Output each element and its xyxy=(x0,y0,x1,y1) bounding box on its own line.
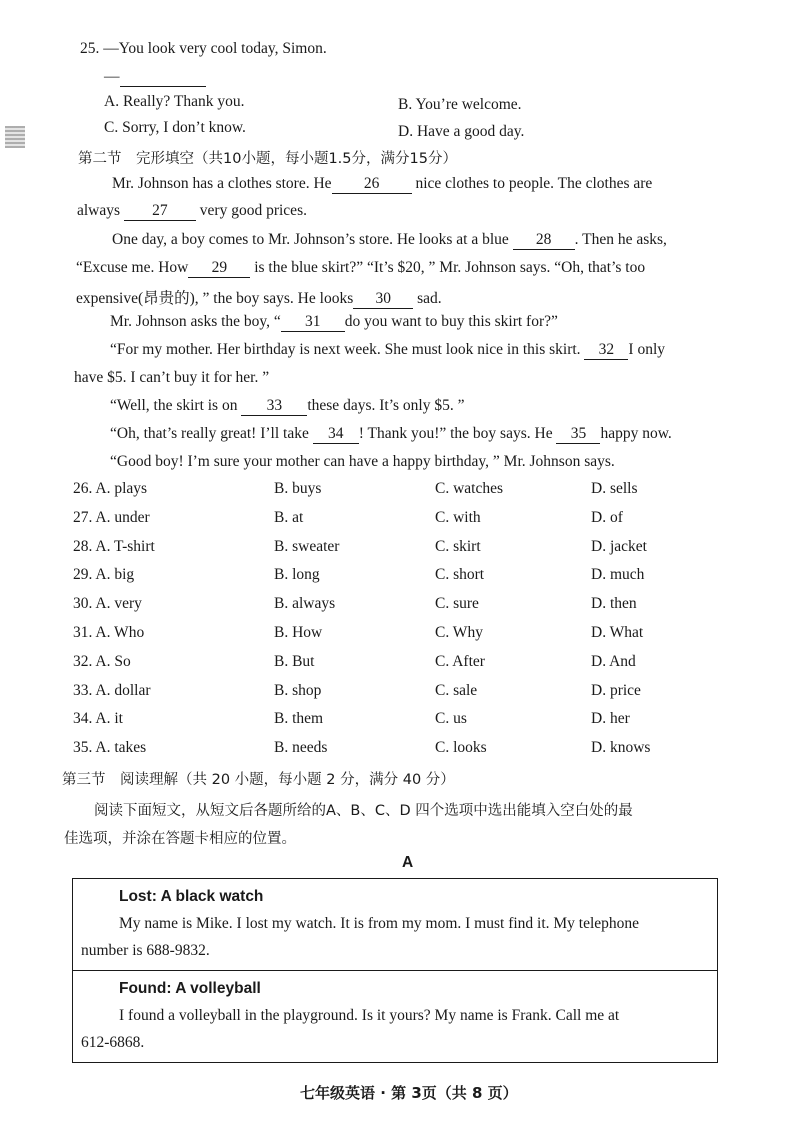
cloze-option-35-num: 35. A. takes xyxy=(73,739,147,757)
lost-notice xyxy=(73,879,717,970)
cloze-option-28-d: D. jacket xyxy=(591,537,647,555)
cloze-option-33-num: 33. A. dollar xyxy=(73,681,151,699)
cloze-option-34-d: D. her xyxy=(591,710,630,728)
passage-line-8: have $5. I can’t buy it for her. ” xyxy=(74,369,270,386)
section2-title: 第二节 完形填空（共10小题，每小题1.5分，满分15分） xyxy=(78,151,457,167)
passage-line-6: Mr. Johnson asks the boy, “ 31 do you want to buy this skirt for?” xyxy=(110,313,558,330)
passage-line-11: “Good boy! I’m sure your mother can have a happy birthday, ” Mr. Johnson says. xyxy=(110,453,615,470)
page-footer: 七年级英语 · 第 3页（共 8 页） xyxy=(300,1084,518,1102)
cloze-option-34-num: 34. A. it xyxy=(73,710,123,728)
lost-line-2: number is 688-9832. xyxy=(81,942,210,959)
cloze-option-30-c: C. sure xyxy=(435,595,479,613)
blank-26: 26 xyxy=(332,175,412,194)
q25-option-b: B. You’re welcome. xyxy=(398,96,522,113)
blank-34: 34 xyxy=(313,425,359,444)
cloze-option-30-d: D. then xyxy=(591,595,637,613)
section3-instruction-2: 佳选项，并涂在答题卡相应的位置。 xyxy=(64,831,296,847)
cloze-option-27-b: B. at xyxy=(274,508,304,526)
cloze-option-35-d: D. knows xyxy=(591,739,651,757)
cloze-option-31-num: 31. A. Who xyxy=(73,624,145,641)
found-notice xyxy=(73,970,717,1062)
cloze-option-29-b: B. long xyxy=(274,566,320,584)
passage-line-2: always 27 very good prices. xyxy=(77,202,307,219)
passage-line-4: “Excuse me. How 29 is the blue skirt?” “It’s $20, ” Mr. Johnson says. “Oh, that’s too xyxy=(76,259,646,276)
cloze-option-30-b: B. always xyxy=(274,595,336,613)
cloze-option-29-c: C. short xyxy=(435,566,485,584)
cloze-option-31-d: D. What xyxy=(591,624,644,641)
blank-31: 31 xyxy=(281,313,345,332)
passage-line-9: “Well, the skirt is on 33 these days. It’s only $5. ” xyxy=(110,397,465,414)
cloze-option-32-num: 32. A. So xyxy=(73,652,131,670)
q25-answer-line: — xyxy=(104,68,206,87)
passage-line-10: “Oh, that’s really great! I’ll take 34 ! Thank you!” the boy says. He 35 happy now. xyxy=(110,425,672,442)
blank-27: 27 xyxy=(124,202,196,221)
section3-title: 第三节 阅读理解（共 20 小题，每小题 2 分，满分 40 分） xyxy=(62,772,455,788)
cloze-option-31-c: C. Why xyxy=(435,624,483,641)
cloze-option-35-b: B. needs xyxy=(274,739,328,757)
section3-instruction-1: 阅读下面短文，从短文后各题所给的A、B、C、D 四个选项中选出能填入空白处的最 xyxy=(94,803,633,819)
cloze-option-29-d: D. much xyxy=(591,566,645,584)
found-title: Found: A volleyball xyxy=(119,980,261,997)
cloze-option-32-b: B. But xyxy=(274,652,315,670)
scan-artifact xyxy=(5,126,25,148)
cloze-option-32-d: D. And xyxy=(591,652,636,670)
cloze-option-33-c: C. sale xyxy=(435,681,478,699)
cloze-option-29-num: 29. A. big xyxy=(73,566,135,584)
q25-prompt: 25. —You look very cool today, Simon. xyxy=(80,40,327,57)
cloze-option-26-num: 26. A. plays xyxy=(73,480,148,497)
cloze-option-28-b: B. sweater xyxy=(274,537,340,555)
q25-option-d: D. Have a good day. xyxy=(398,123,525,140)
blank-33: 33 xyxy=(241,397,307,416)
passage-line-5: expensive(昂贵的), ” the boy says. He looks 30 sad. xyxy=(76,290,442,307)
cloze-option-30-num: 30. A. very xyxy=(73,595,142,613)
cloze-option-33-d: D. price xyxy=(591,681,641,699)
cloze-option-26-c: C. watches xyxy=(435,480,504,497)
cloze-option-27-num: 27. A. under xyxy=(73,508,150,526)
cloze-option-27-d: D. of xyxy=(591,508,623,526)
found-line-2: 612-6868. xyxy=(81,1034,145,1051)
cloze-option-34-c: C. us xyxy=(435,710,467,728)
cloze-option-32-c: C. After xyxy=(435,652,485,670)
cloze-option-28-num: 28. A. T-shirt xyxy=(73,537,155,555)
cloze-option-26-d: D. sells xyxy=(591,480,638,497)
q25-option-a: A. Really? Thank you. xyxy=(104,93,245,110)
lost-line-1: My name is Mike. I lost my watch. It is from my mom. I must find it. My telephone xyxy=(119,915,640,932)
passage-line-1: Mr. Johnson has a clothes store. He 26 nice clothes to people. The clothes are xyxy=(112,175,653,192)
blank-35: 35 xyxy=(556,425,600,444)
q25-option-c: C. Sorry, I don’t know. xyxy=(104,119,246,136)
cloze-option-31-b: B. How xyxy=(274,624,323,641)
cloze-option-26-b: B. buys xyxy=(274,480,322,497)
notice-box xyxy=(72,878,718,1063)
cloze-option-28-c: C. skirt xyxy=(435,537,481,555)
blank-29: 29 xyxy=(188,259,250,278)
cloze-option-33-b: B. shop xyxy=(274,681,322,699)
lost-title: Lost: A black watch xyxy=(119,888,264,905)
passage-label: A xyxy=(402,854,414,871)
cloze-option-35-c: C. looks xyxy=(435,739,487,757)
cloze-option-27-c: C. with xyxy=(435,508,481,526)
blank-30: 30 xyxy=(353,290,413,309)
blank-28: 28 xyxy=(513,231,575,250)
found-line-1: I found a volleyball in the playground. Is it yours? My name is Frank. Call me at xyxy=(119,1007,620,1024)
passage-line-3: One day, a boy comes to Mr. Johnson’s store. He looks at a blue 28 . Then he asks, xyxy=(112,231,667,248)
passage-line-7: “For my mother. Her birthday is next week. She must look nice in this skirt. 32 I only xyxy=(110,341,666,358)
cloze-option-34-b: B. them xyxy=(274,710,324,728)
blank-32: 32 xyxy=(584,341,628,360)
